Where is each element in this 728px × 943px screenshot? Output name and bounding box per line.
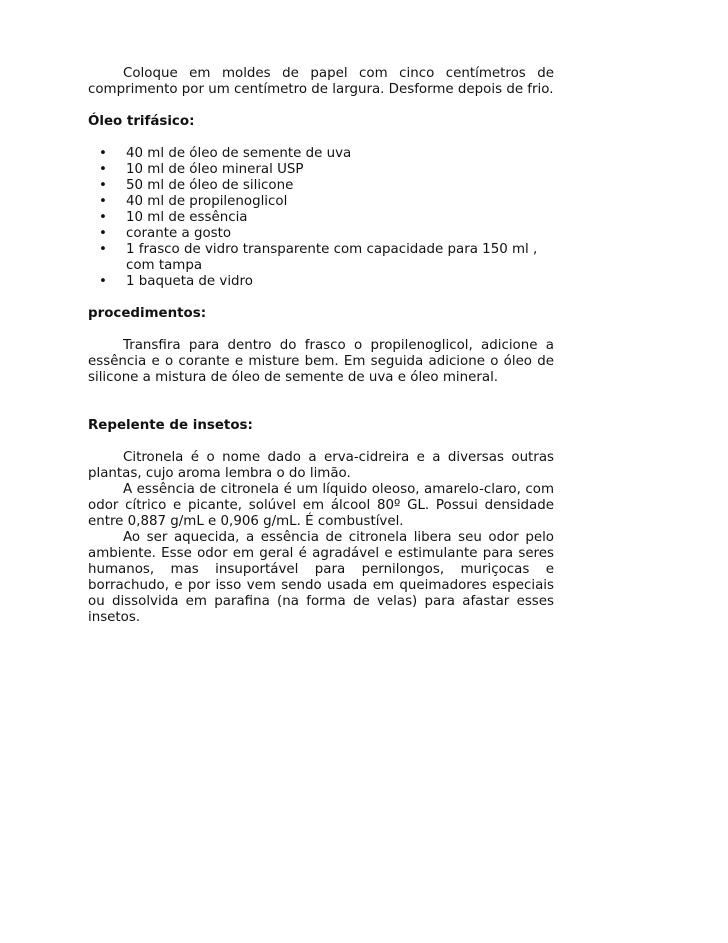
procedimentos-paragraph: Transfira para dentro do frasco o propilenoglicol, adicione a essência e o corante e misture bem. Em seguida adicione o óleo de silicone a mistura de óleo de semente de uva e óleo mineral. — [88, 338, 554, 385]
list-item — [99, 146, 554, 162]
bullet-icon: • — [99, 274, 107, 289]
spacer — [88, 402, 554, 418]
list-item-text: 50 ml de óleo de silicone — [126, 178, 294, 193]
repelente-heading: Repelente de insetos: — [88, 418, 253, 433]
oleo-trifasico-heading: Óleo trifásico: — [88, 114, 195, 129]
list-item-text: corante a gosto — [126, 226, 232, 241]
bullet-icon: • — [99, 146, 107, 161]
list-item-text: 1 baqueta de vidro — [126, 274, 253, 289]
list-item-text: 40 ml de propilenoglicol — [126, 194, 288, 209]
list-item-text: 10 ml de essência — [126, 210, 248, 225]
bullet-icon: • — [99, 178, 107, 193]
bullet-icon: • — [99, 162, 107, 177]
list-item-text: 10 ml de óleo mineral USP — [126, 162, 304, 177]
bullet-icon: • — [99, 210, 107, 225]
bullet-icon: • — [99, 194, 107, 209]
list-item-text: 40 ml de óleo de semente de uva — [126, 146, 352, 161]
list-item — [99, 162, 554, 178]
list-item — [99, 274, 554, 290]
list-item-text: 1 frasco de vidro transparente com capacidade para 150 ml , com tampa — [126, 242, 538, 273]
repelente-paragraph-1: Citronela é o nome dado a erva-cidreira e a diversas outras plantas, cujo aroma lembra o do limão. — [88, 450, 554, 481]
procedimentos-heading: procedimentos: — [88, 306, 207, 321]
bullet-icon: • — [99, 242, 107, 257]
repelente-paragraph-3: Ao ser aquecida, a essência de citronela libera seu odor pelo ambiente. Esse odor em geral é agradável e estimulante para seres humanos, mas insuportável para pernilongos, muriçocas e borrachudo, e por isso vem sendo usada em queimadores especiais ou dissolvida em parafina (na forma de velas) para afastar esses insetos. — [88, 530, 554, 625]
ingredients-list — [88, 146, 554, 290]
list-item — [99, 226, 554, 242]
list-item — [99, 194, 554, 210]
intro-paragraph: Coloque em moldes de papel com cinco centímetros de comprimento por um centímetro de largura. Desforme depois de frio. — [88, 66, 554, 97]
repelente-paragraph-2: A essência de citronela é um líquido oleoso, amarelo-claro, com odor cítrico e picante, solúvel em álcool 80º GL. Possui densidade entre 0,887 g/mL e 0,906 g/mL. É combustível. — [88, 482, 554, 529]
list-item — [99, 178, 554, 194]
list-item — [99, 242, 554, 274]
list-item — [99, 210, 554, 226]
bullet-icon: • — [99, 226, 107, 241]
